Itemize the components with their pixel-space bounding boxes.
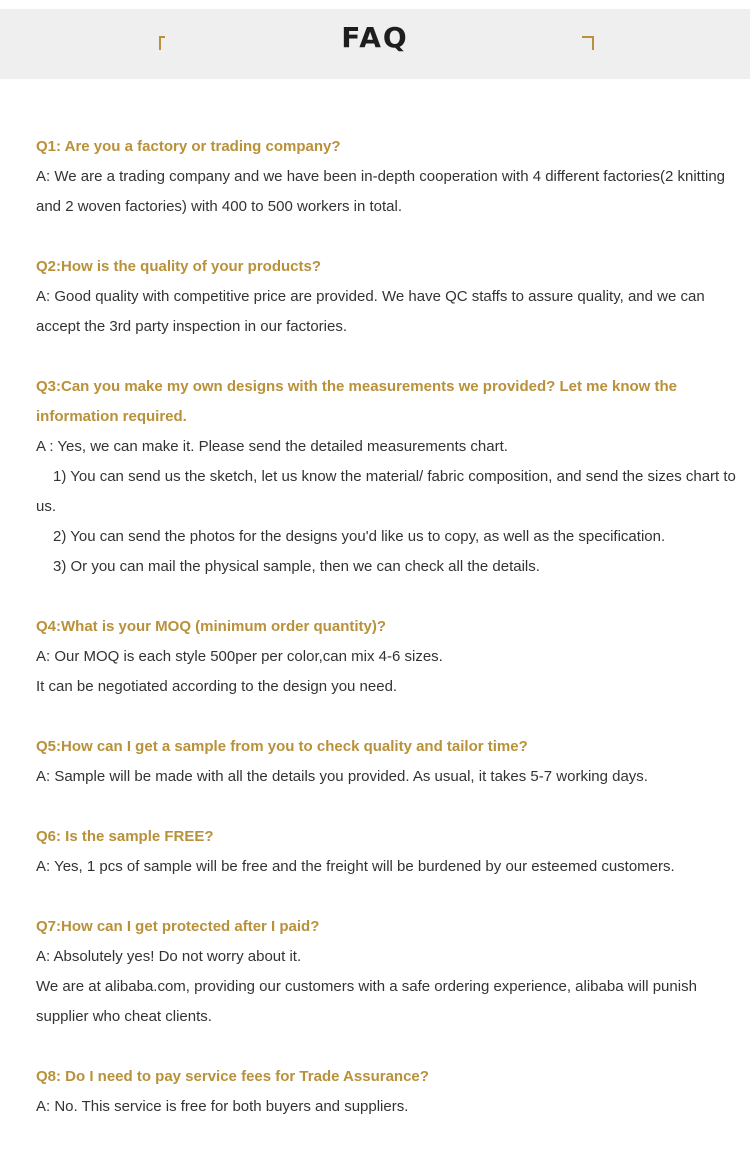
answer-line: We are at alibaba.com, providing our customers with a safe ordering experience, alibaba will punish supplier who cheat clients. (36, 978, 697, 1025)
answer-step-1: 1) You can send us the sketch, let us know the material/ fabric composition, and send the sizes chart to us. (36, 468, 736, 515)
faq-answer (36, 162, 736, 222)
faq-question: Q8: Do I need to pay service fees for Trade Assurance? (36, 1068, 429, 1085)
right-bracket-ornament (582, 36, 594, 50)
answer-line: A: Our MOQ is each style 500per per color,can mix 4-6 sizes. (36, 648, 443, 665)
answer-line: It can be negotiated according to the design you need. (36, 678, 398, 695)
faq-question: Q3:Can you make my own designs with the measurements we provided? Let me know the information required. (36, 378, 677, 425)
answer-line: A : Yes, we can make it. Please send the detailed measurements chart. (36, 438, 508, 455)
faq-list (36, 132, 736, 1152)
faq-question: Q1: Are you a factory or trading company? (36, 138, 341, 155)
faq-answer (36, 762, 736, 792)
answer-line: A: Yes, 1 pcs of sample will be free and the freight will be burdened by our esteemed customers. (36, 858, 675, 875)
answer-step-3: 3) Or you can mail the physical sample, then we can check all the details. (53, 558, 540, 575)
faq-item-3 (36, 372, 736, 582)
answer-line: A: No. This service is free for both buyers and suppliers. (36, 1098, 409, 1115)
faq-question: Q2:How is the quality of your products? (36, 258, 322, 275)
faq-item-7 (36, 912, 736, 1032)
faq-answer (36, 282, 736, 342)
faq-item-1 (36, 132, 736, 222)
answer-line: A: Sample will be made with all the details you provided. As usual, it takes 5-7 working days. (36, 768, 648, 785)
faq-header-banner (0, 9, 750, 79)
page-title: FAQ (341, 21, 409, 54)
faq-item-6 (36, 822, 736, 882)
faq-question: Q5:How can I get a sample from you to check quality and tailor time? (36, 738, 528, 755)
answer-line: A: Absolutely yes! Do not worry about it. (36, 948, 302, 965)
faq-question: Q7:How can I get protected after I paid? (36, 918, 320, 935)
faq-item-4 (36, 612, 736, 702)
faq-question: Q4:What is your MOQ (minimum order quantity)? (36, 618, 387, 635)
faq-question: Q6: Is the sample FREE? (36, 828, 214, 845)
answer-line: A: Good quality with competitive price are provided. We have QC staffs to assure quality, and we can accept the 3rd party inspection in our factories. (36, 288, 705, 335)
faq-answer (36, 1092, 736, 1122)
answer-step-2: 2) You can send the photos for the designs you'd like us to copy, as well as the specification. (53, 528, 666, 545)
faq-item-5 (36, 732, 736, 792)
faq-item-8 (36, 1062, 736, 1122)
faq-answer (36, 642, 736, 702)
faq-answer (36, 852, 736, 882)
faq-answer (36, 942, 736, 1032)
answer-line: A: We are a trading company and we have been in-depth cooperation with 4 different factories(2 knitting and 2 woven factories) with 400 to 500 workers in total. (36, 168, 726, 215)
faq-answer (36, 432, 736, 582)
faq-item-2 (36, 252, 736, 342)
